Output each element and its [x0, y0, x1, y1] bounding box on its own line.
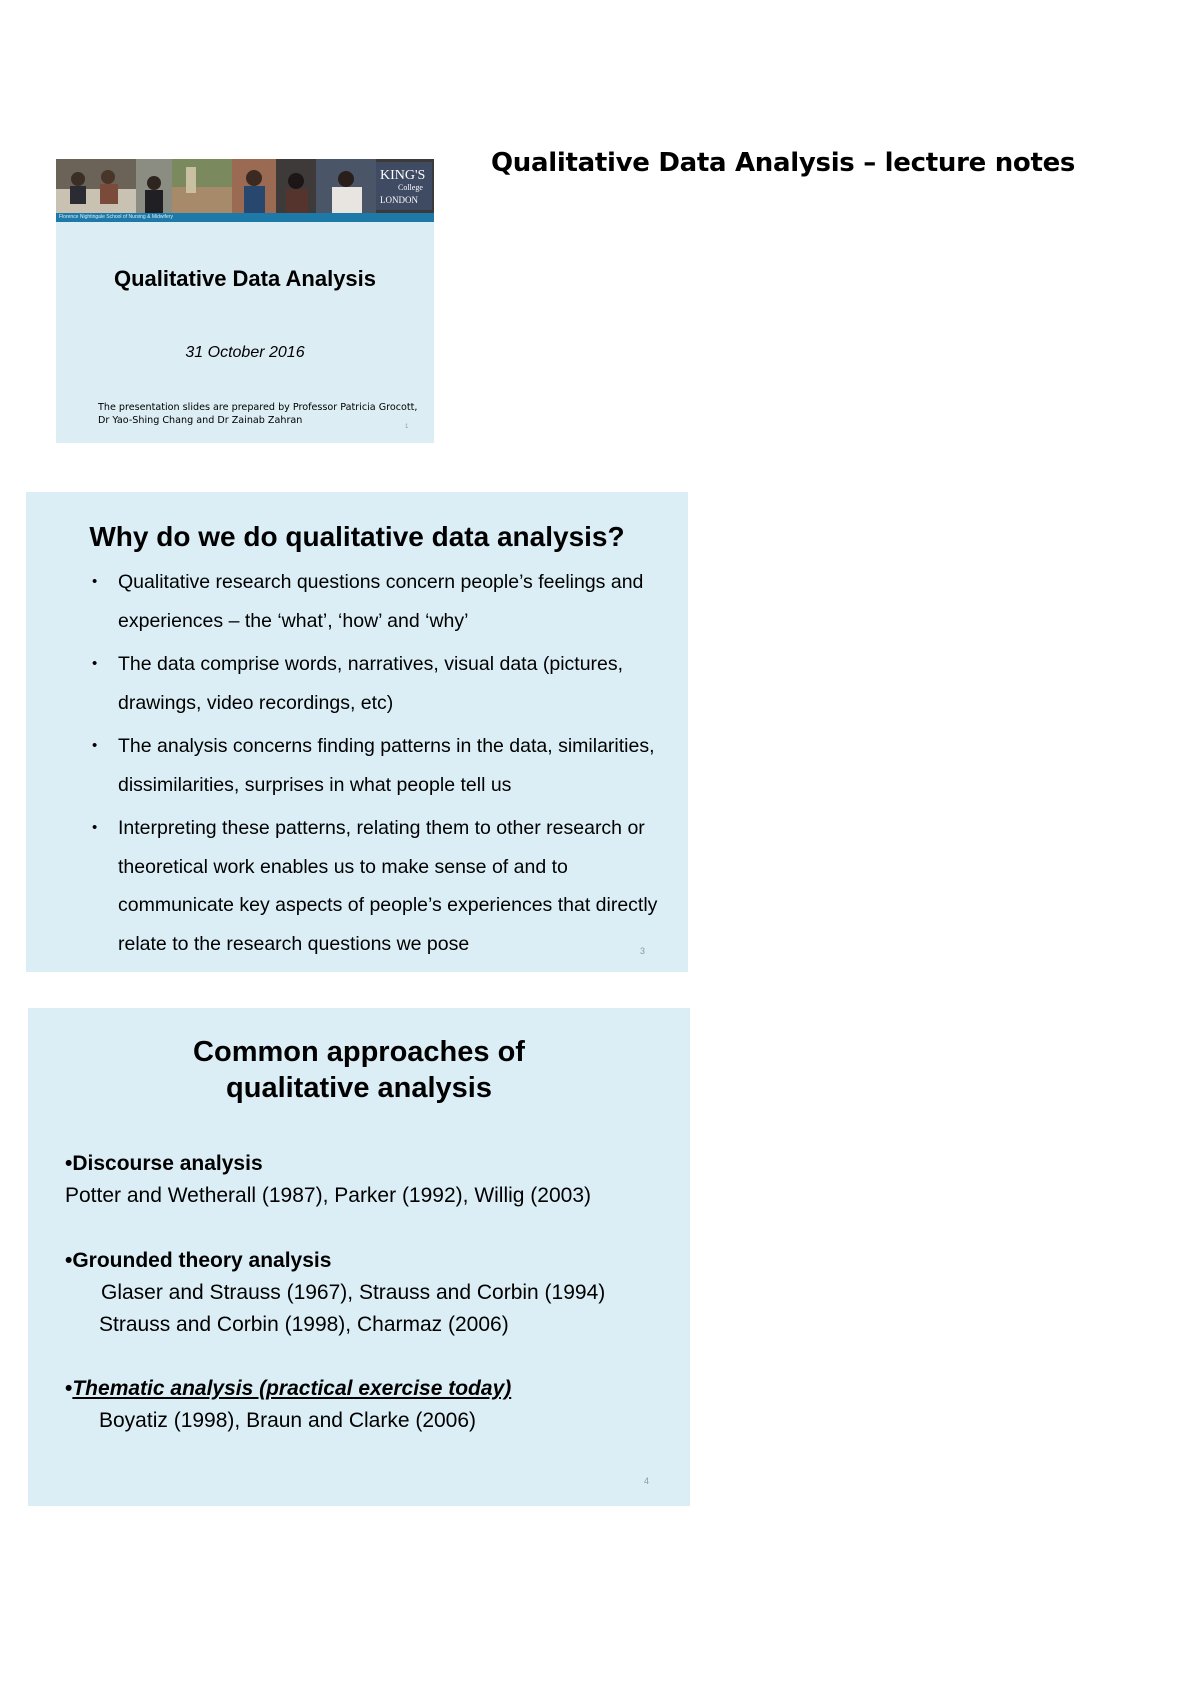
banner-photos-image — [56, 159, 376, 214]
grounded-references-1: Glaser and Strauss (1967), Strauss and Corbin (1994) — [101, 1281, 606, 1304]
thematic-bullet: • — [65, 1377, 73, 1400]
slide-3-common-approaches — [28, 1008, 690, 1506]
slide-2-bullet-list — [66, 563, 678, 968]
credit-line-2: Dr Yao-Shing Chang and Dr Zainab Zahran — [98, 415, 303, 426]
logo-college-text: College — [398, 183, 423, 192]
thematic-heading — [65, 1377, 511, 1401]
bullet-glyph: • — [92, 655, 98, 672]
banner-caption: Florence Nightingale School of Nursing & Midwifery — [59, 214, 173, 220]
thematic-references: Boyatiz (1998), Braun and Clarke (2006) — [99, 1409, 477, 1432]
bullet-item: • Interpreting these patterns, relating them to other research or theoretical work enables us to make sense of and to communicate key aspects of people’s experiences that directly relate to the research questions we pose — [66, 809, 678, 963]
bullet-item: • The data comprise words, narratives, visual data (pictures, drawings, video recordings, etc) — [66, 645, 678, 722]
grounded-theory-heading: •Grounded theory analysis — [65, 1249, 332, 1272]
document-title: Qualitative Data Analysis – lecture notes — [491, 148, 1076, 178]
thematic-heading-text: Thematic analysis (practical exercise today) — [72, 1377, 512, 1400]
slide-1-title: Qualitative Data Analysis — [113, 266, 377, 291]
title-line-1: Common approaches of — [193, 1036, 525, 1068]
logo-kings-text: KING'S — [380, 168, 426, 183]
slide-1-date: 31 October 2016 — [185, 344, 305, 361]
slide-number: 4 — [644, 1476, 650, 1486]
discourse-heading: •Discourse analysis — [65, 1152, 263, 1175]
discourse-references: Potter and Wetherall (1987), Parker (1992), Willig (2003) — [65, 1184, 592, 1207]
banner-caption-strip — [56, 213, 434, 222]
logo-london-text: LONDON — [380, 195, 418, 205]
slide-1-title-slide — [56, 159, 434, 443]
kings-college-logo — [376, 162, 432, 210]
slide-2-why-analysis — [26, 492, 688, 972]
slide-number: 1 — [405, 424, 409, 430]
bullet-glyph: • — [92, 819, 98, 836]
photo-banner — [56, 159, 434, 222]
bullet-glyph: • — [92, 737, 98, 754]
title-line-2: qualitative analysis — [226, 1072, 492, 1104]
bullet-item: • Qualitative research questions concern people’s feelings and experiences – the ‘what’, ‘how’ and ‘why’ — [66, 563, 678, 640]
slide-3-title — [28, 1034, 690, 1106]
slide-1-credit — [98, 401, 418, 427]
slide-2-title: Why do we do qualitative data analysis? — [89, 521, 625, 552]
slide-number: 3 — [640, 946, 646, 956]
grounded-references-2: Strauss and Corbin (1998), Charmaz (2006) — [99, 1313, 509, 1336]
bullet-item: • The analysis concerns finding patterns in the data, similarities, dissimilarities, surprises in what people tell us — [66, 727, 678, 804]
credit-line-1: The presentation slides are prepared by Professor Patricia Grocott, — [98, 402, 418, 413]
bullet-glyph: • — [92, 573, 98, 590]
